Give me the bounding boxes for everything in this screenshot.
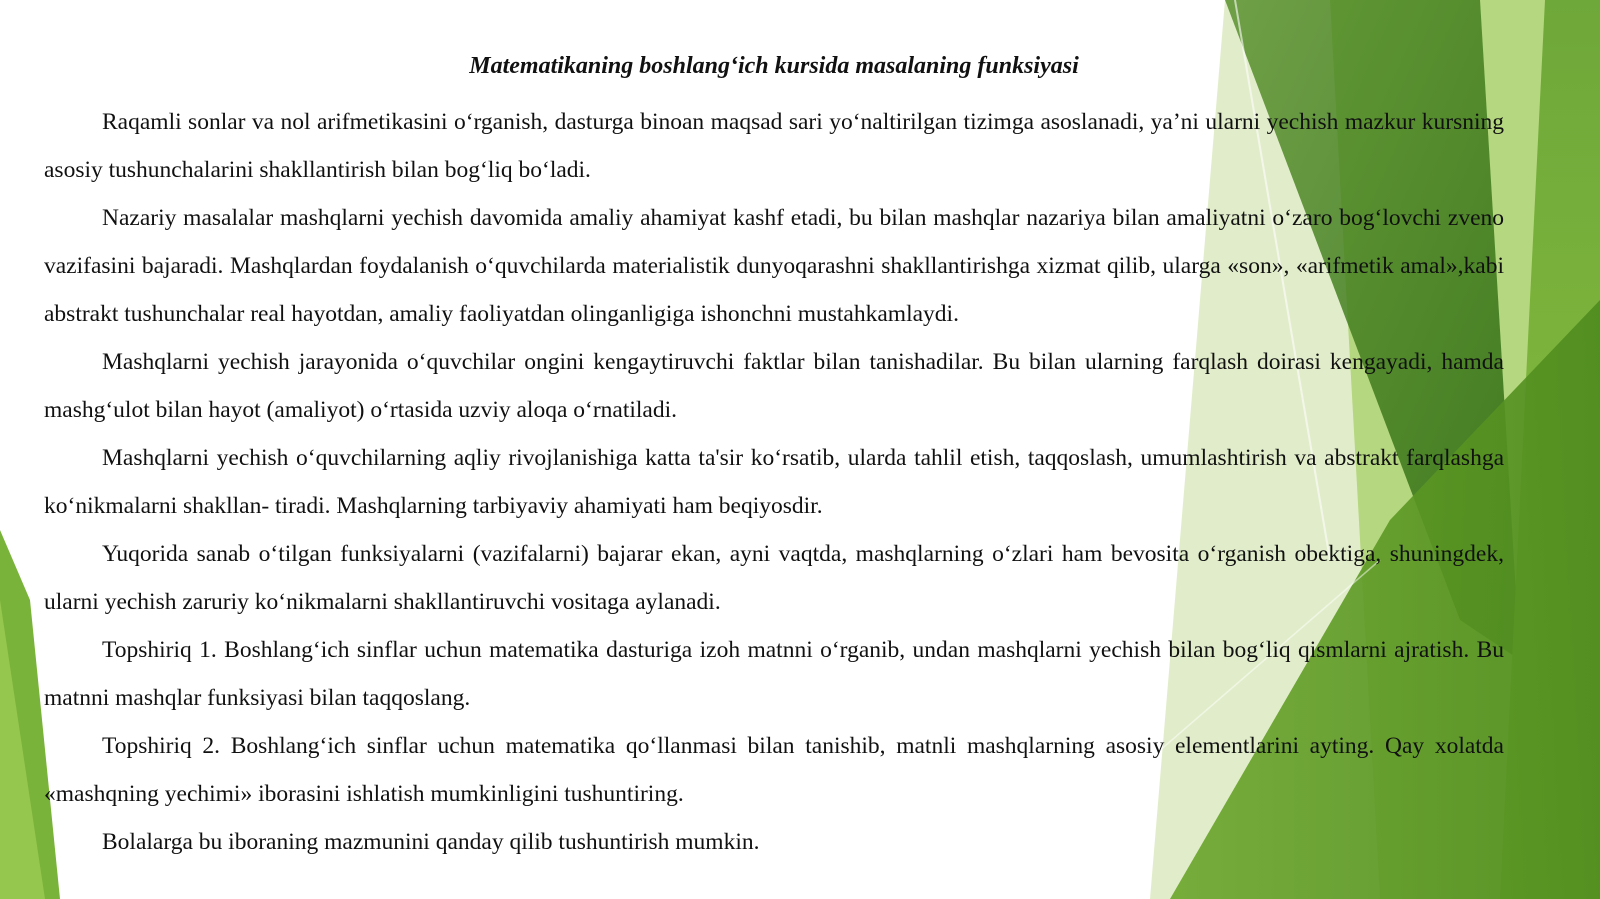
document-title: Matematikaning boshlang‘ich kursida masalaning funksiyasi — [469, 53, 1079, 79]
task-1-paragraph: Topshiriq 1. Boshlang‘ich sinflar uchun matematika dasturiga izoh matnni o‘rganib, undan mashqlarni yechish bilan bog‘liq qismlarni ajratish. Bu matnni mashqlar funksiyasi bilan taqqoslang. — [44, 637, 1504, 711]
paragraph-3: Mashqlarni yechish jarayonida o‘quvchilar ongini kengaytiruvchi faktlar bilan tanishadilar. Bu bilan ularning farqlash doirasi kengayadi, hamda mashg‘ulot bilan hayot (amaliyot) o‘rtasida uzviy aloqa o‘rnatiladi. — [44, 349, 1504, 423]
paragraph-2: Nazariy masalalar mashqlarni yechish davomida amaliy ahamiyat kashf etadi, bu bilan mashqlar nazariya bilan amaliyatni o‘zaro bog‘lovchi zveno vazifasini bajaradi. Mashqlardan foydalanish o‘quvchilarda materialistik dunyoqarashni shakllantirishga xizmat qilib, ularga «son», «arifmetik amal»,kabi abstrakt tushunchalar real hayotdan, amaliy faoliyatdan olinganligiga ishonchni mustahkamlaydi. — [44, 205, 1504, 327]
document-body — [44, 42, 1504, 866]
paragraph-8: Bolalarga bu iboraning mazmunini qanday qilib tushuntirish mumkin. — [102, 829, 760, 855]
paragraph-4: Mashqlarni yechish o‘quvchilarning aqliy rivojlanishiga katta ta'sir ko‘rsatib, ularda tahlil etish, taqqoslash, umumlashtirish va abstrakt farqlashga ko‘nikmalarni shakllan- tiradi. Mashqlarning tarbiyaviy ahamiyati ham beqiyosdir. — [44, 445, 1504, 519]
paragraph-1: Raqamli sonlar va nol arifmetikasini o‘rganish, dasturga binoan maqsad sari yo‘naltirilgan tizimga asoslanadi, ya’ni ularni yechish mazkur kursning asosiy tushunchalarini shakllantirish bilan bog‘liq bo‘ladi. — [44, 109, 1504, 183]
task-2-paragraph: Topshiriq 2. Boshlang‘ich sinflar uchun matematika qo‘llanmasi bilan tanishib, matnli mashqlarning asosiy elementlarini ayting. Qay xolatda «mashqning yechimi» iborasini ishlatish mumkinligini tushuntiring. — [44, 733, 1504, 807]
paragraph-5: Yuqorida sanab o‘tilgan funksiyalarni (vazifalarni) bajarar ekan, ayni vaqtda, mashqlarning o‘zlari ham bevosita o‘rganish obektiga, shuningdek, ularni yechish zaruriy ko‘nikmalarni shakllantiruvchi vositaga aylanadi. — [44, 541, 1504, 615]
